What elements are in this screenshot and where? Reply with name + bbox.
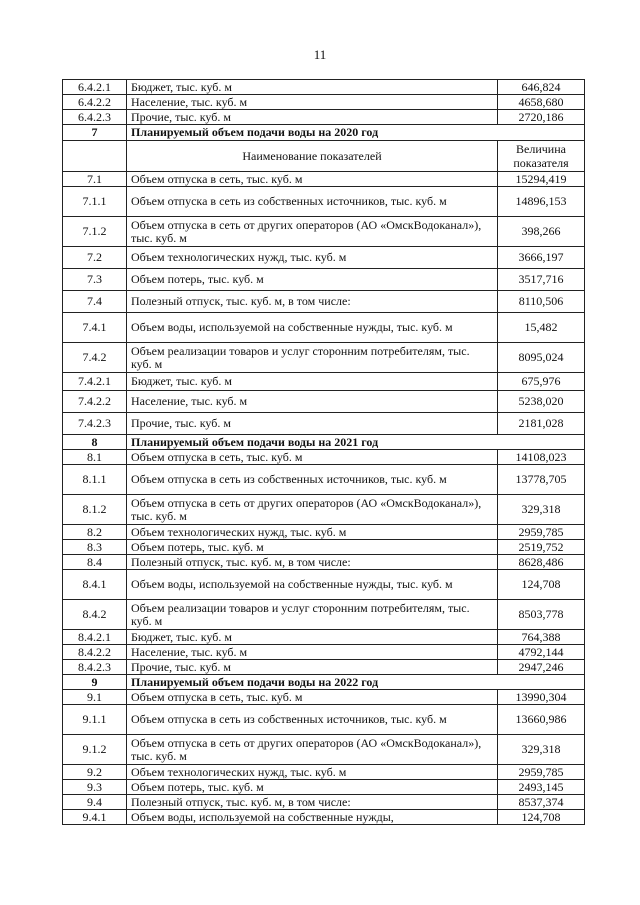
row-value: 124,708 bbox=[498, 570, 585, 600]
section-row bbox=[63, 675, 585, 690]
row-number: 9.4.1 bbox=[63, 810, 127, 825]
row-label: Бюджет, тыс. куб. м bbox=[127, 630, 498, 645]
row-number: 8.4.1 bbox=[63, 570, 127, 600]
row-value: 15,482 bbox=[498, 313, 585, 343]
row-number: 8.2 bbox=[63, 525, 127, 540]
row-label: Прочие, тыс. куб. м bbox=[127, 110, 498, 125]
table-row bbox=[63, 187, 585, 217]
table-row bbox=[63, 217, 585, 247]
row-number: 7.4.1 bbox=[63, 313, 127, 343]
row-number: 9.4 bbox=[63, 795, 127, 810]
row-label: Объем потерь, тыс. куб. м bbox=[127, 780, 498, 795]
row-label: Объем воды, используемой на собственные нужды, тыс. куб. м bbox=[127, 313, 498, 343]
table-row bbox=[63, 495, 585, 525]
row-value: 8110,506 bbox=[498, 291, 585, 313]
table-row bbox=[63, 645, 585, 660]
row-value: 4658,680 bbox=[498, 95, 585, 110]
row-label: Объем отпуска в сеть, тыс. куб. м bbox=[127, 450, 498, 465]
row-value: 15294,419 bbox=[498, 172, 585, 187]
row-number: 8.4.2.1 bbox=[63, 630, 127, 645]
row-value: 646,824 bbox=[498, 80, 585, 95]
row-number: 6.4.2.2 bbox=[63, 95, 127, 110]
row-value: 2181,028 bbox=[498, 413, 585, 435]
row-number: 8.1.1 bbox=[63, 465, 127, 495]
row-number: 8.1 bbox=[63, 450, 127, 465]
row-number: 8.3 bbox=[63, 540, 127, 555]
row-label: Полезный отпуск, тыс. куб. м, в том числе: bbox=[127, 291, 498, 313]
header-num-cell bbox=[63, 141, 127, 172]
section-number: 8 bbox=[63, 435, 127, 450]
row-number: 9.3 bbox=[63, 780, 127, 795]
table-row bbox=[63, 110, 585, 125]
table-row bbox=[63, 525, 585, 540]
row-value: 13660,986 bbox=[498, 705, 585, 735]
row-label: Объем отпуска в сеть, тыс. куб. м bbox=[127, 690, 498, 705]
table-row bbox=[63, 690, 585, 705]
row-label: Объем отпуска в сеть, тыс. куб. м bbox=[127, 172, 498, 187]
row-value: 4792,144 bbox=[498, 645, 585, 660]
row-label: Объем отпуска в сеть от других операторов (АО «ОмскВодоканал»), тыс. куб. м bbox=[127, 217, 498, 247]
row-label: Объем реализации товаров и услуг сторонним потребителям, тыс. куб. м bbox=[127, 600, 498, 630]
row-value: 398,266 bbox=[498, 217, 585, 247]
row-number: 7.2 bbox=[63, 247, 127, 269]
header-value-cell: Величина показателя bbox=[498, 141, 585, 172]
row-value: 2959,785 bbox=[498, 765, 585, 780]
row-label: Объем потерь, тыс. куб. м bbox=[127, 540, 498, 555]
row-label: Полезный отпуск, тыс. куб. м, в том числе: bbox=[127, 795, 498, 810]
row-number: 9.1 bbox=[63, 690, 127, 705]
row-number: 7.1.1 bbox=[63, 187, 127, 217]
row-value: 2519,752 bbox=[498, 540, 585, 555]
row-value: 2720,186 bbox=[498, 110, 585, 125]
row-value: 14108,023 bbox=[498, 450, 585, 465]
row-number: 8.1.2 bbox=[63, 495, 127, 525]
row-number: 6.4.2.3 bbox=[63, 110, 127, 125]
row-number: 7.4.2.2 bbox=[63, 391, 127, 413]
row-value: 8628,486 bbox=[498, 555, 585, 570]
row-number: 7.4.2.1 bbox=[63, 373, 127, 391]
section-title: Планируемый объем подачи воды на 2020 год bbox=[127, 125, 585, 141]
row-number: 7.1 bbox=[63, 172, 127, 187]
row-label: Объем отпуска в сеть из собственных источников, тыс. куб. м bbox=[127, 705, 498, 735]
table-header-row bbox=[63, 141, 585, 172]
row-label: Объем технологических нужд, тыс. куб. м bbox=[127, 525, 498, 540]
section-row bbox=[63, 125, 585, 141]
row-label: Объем воды, используемой на собственные нужды, тыс. куб. м bbox=[127, 570, 498, 600]
section-title: Планируемый объем подачи воды на 2022 год bbox=[127, 675, 585, 690]
table-row bbox=[63, 765, 585, 780]
table-row bbox=[63, 810, 585, 825]
row-value: 8503,778 bbox=[498, 600, 585, 630]
table-row bbox=[63, 373, 585, 391]
row-label: Прочие, тыс. куб. м bbox=[127, 413, 498, 435]
row-number: 8.4.2 bbox=[63, 600, 127, 630]
row-value: 329,318 bbox=[498, 735, 585, 765]
row-number: 6.4.2.1 bbox=[63, 80, 127, 95]
row-value: 2493,145 bbox=[498, 780, 585, 795]
table-row bbox=[63, 172, 585, 187]
row-label: Объем отпуска в сеть из собственных источников, тыс. куб. м bbox=[127, 187, 498, 217]
row-label: Объем реализации товаров и услуг сторонним потребителям, тыс. куб. м bbox=[127, 343, 498, 373]
row-number: 9.2 bbox=[63, 765, 127, 780]
row-label: Население, тыс. куб. м bbox=[127, 391, 498, 413]
section-title: Планируемый объем подачи воды на 2021 год bbox=[127, 435, 585, 450]
table-row bbox=[63, 705, 585, 735]
row-label: Население, тыс. куб. м bbox=[127, 95, 498, 110]
row-value: 3517,716 bbox=[498, 269, 585, 291]
row-label: Прочие, тыс. куб. м bbox=[127, 660, 498, 675]
row-value: 13778,705 bbox=[498, 465, 585, 495]
table-row bbox=[63, 735, 585, 765]
row-label: Объем отпуска в сеть от других операторов (АО «ОмскВодоканал»), тыс. куб. м bbox=[127, 735, 498, 765]
section-row bbox=[63, 435, 585, 450]
row-label: Полезный отпуск, тыс. куб. м, в том числе: bbox=[127, 555, 498, 570]
row-label: Объем технологических нужд, тыс. куб. м bbox=[127, 247, 498, 269]
row-value: 2959,785 bbox=[498, 525, 585, 540]
row-value: 764,388 bbox=[498, 630, 585, 645]
row-label: Объем технологических нужд, тыс. куб. м bbox=[127, 765, 498, 780]
table-row bbox=[63, 343, 585, 373]
section-number: 9 bbox=[63, 675, 127, 690]
table-row bbox=[63, 780, 585, 795]
row-number: 9.1.1 bbox=[63, 705, 127, 735]
table-row bbox=[63, 247, 585, 269]
row-number: 8.4.2.2 bbox=[63, 645, 127, 660]
row-label: Объем отпуска в сеть из собственных источников, тыс. куб. м bbox=[127, 465, 498, 495]
row-number: 7.1.2 bbox=[63, 217, 127, 247]
row-value: 329,318 bbox=[498, 495, 585, 525]
row-label: Объем воды, используемой на собственные нужды, bbox=[127, 810, 498, 825]
row-value: 5238,020 bbox=[498, 391, 585, 413]
table-row bbox=[63, 540, 585, 555]
header-name-cell: Наименование показателей bbox=[127, 141, 498, 172]
table-row bbox=[63, 600, 585, 630]
row-value: 2947,246 bbox=[498, 660, 585, 675]
table-row bbox=[63, 570, 585, 600]
row-label: Объем отпуска в сеть от других операторов (АО «ОмскВодоканал»), тыс. куб. м bbox=[127, 495, 498, 525]
row-number: 8.4 bbox=[63, 555, 127, 570]
row-value: 3666,197 bbox=[498, 247, 585, 269]
page-number: 11 bbox=[313, 47, 327, 62]
water-supply-table bbox=[62, 79, 585, 825]
row-value: 124,708 bbox=[498, 810, 585, 825]
table-row bbox=[63, 95, 585, 110]
row-number: 7.3 bbox=[63, 269, 127, 291]
row-value: 8537,374 bbox=[498, 795, 585, 810]
table-row bbox=[63, 80, 585, 95]
row-number: 9.1.2 bbox=[63, 735, 127, 765]
row-value: 8095,024 bbox=[498, 343, 585, 373]
table-row bbox=[63, 269, 585, 291]
row-label: Объем потерь, тыс. куб. м bbox=[127, 269, 498, 291]
row-label: Население, тыс. куб. м bbox=[127, 645, 498, 660]
row-label: Бюджет, тыс. куб. м bbox=[127, 80, 498, 95]
table-row bbox=[63, 630, 585, 645]
section-number: 7 bbox=[63, 125, 127, 141]
table-row bbox=[63, 660, 585, 675]
table-row bbox=[63, 465, 585, 495]
table-row bbox=[63, 795, 585, 810]
row-number: 8.4.2.3 bbox=[63, 660, 127, 675]
table-row bbox=[63, 391, 585, 413]
table-row bbox=[63, 291, 585, 313]
table-row bbox=[63, 313, 585, 343]
row-value: 13990,304 bbox=[498, 690, 585, 705]
row-number: 7.4.2 bbox=[63, 343, 127, 373]
row-number: 7.4.2.3 bbox=[63, 413, 127, 435]
table-row bbox=[63, 413, 585, 435]
row-value: 14896,153 bbox=[498, 187, 585, 217]
row-value: 675,976 bbox=[498, 373, 585, 391]
row-label: Бюджет, тыс. куб. м bbox=[127, 373, 498, 391]
table-row bbox=[63, 450, 585, 465]
table-row bbox=[63, 555, 585, 570]
row-number: 7.4 bbox=[63, 291, 127, 313]
